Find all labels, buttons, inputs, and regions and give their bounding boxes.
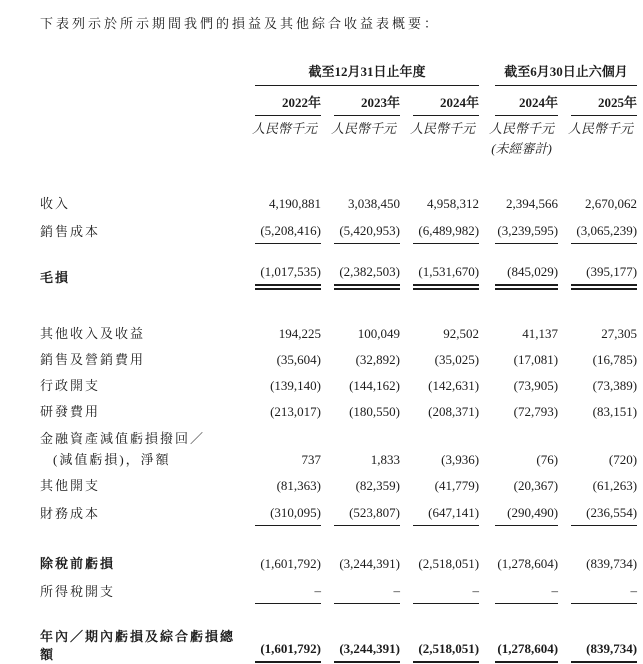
cell-value: 41,137	[522, 326, 559, 341]
row-label: 財務成本	[40, 506, 101, 521]
row-label: 所得稅開支	[40, 584, 116, 599]
row-label: 除稅前虧損	[40, 556, 116, 571]
cell-value: (35,604)	[276, 352, 321, 367]
unit-header: 人民幣千元	[568, 121, 634, 136]
cell-value: 92,502	[443, 326, 480, 341]
row-label-line2: (減值虧損)，淨額	[53, 452, 171, 467]
cell-value: (839,734)	[586, 556, 638, 571]
cell-value: (72,793)	[513, 404, 559, 419]
table-row row-loss-before-tax	[40, 550, 637, 576]
cell-value: 100,049	[357, 326, 400, 341]
table-row row-impairment-reversal	[40, 424, 637, 472]
row-label: 其他收入及收益	[40, 326, 146, 341]
unaudited-note: (未經審計)	[491, 141, 552, 156]
cell-value: –	[255, 582, 321, 604]
row-label: 銷售成本	[40, 224, 101, 239]
cell-value: –	[413, 582, 479, 604]
cell-value: (1,531,670)	[413, 263, 479, 290]
cell-value: 27,305	[601, 326, 638, 341]
unit-header: 人民幣千元	[251, 121, 317, 136]
row-label: 其他開支	[40, 478, 101, 493]
table-row row-other-expenses	[40, 472, 637, 498]
row-label: 行政開支	[40, 378, 101, 393]
cell-value: 737	[301, 452, 321, 467]
year-header: 2024年	[413, 94, 479, 116]
table-row row-selling-expenses	[40, 346, 637, 372]
cell-value: (395,177)	[571, 263, 637, 290]
cell-value: (17,081)	[513, 352, 559, 367]
table-row row-other-income	[40, 320, 637, 346]
cell-value: (523,807)	[334, 504, 400, 526]
cell-value: 3,038,450	[348, 196, 400, 211]
cell-value: 1,833	[370, 452, 400, 467]
cell-value: (83,151)	[592, 404, 638, 419]
cell-value: (213,017)	[270, 404, 321, 419]
cell-value: (3,244,391)	[334, 640, 400, 664]
cell-value: (144,162)	[349, 378, 400, 393]
cell-value: (81,363)	[276, 478, 321, 493]
period-group-interim: 截至6月30日止六個月	[495, 63, 637, 86]
cell-value: (142,631)	[428, 378, 480, 393]
unit-header: 人民幣千元	[330, 121, 396, 136]
row-label: 銷售及營銷費用	[40, 352, 146, 367]
table-row row-income-tax-expense	[40, 576, 637, 604]
income-statement-table	[40, 60, 637, 664]
row-label: 毛損	[40, 270, 71, 285]
cell-value: (208,371)	[428, 404, 480, 419]
cell-value: (20,367)	[513, 478, 559, 493]
cell-value: (1,017,535)	[255, 263, 321, 290]
unit-header-row	[40, 116, 637, 140]
cell-value: –	[495, 582, 558, 604]
cell-value: (76)	[536, 452, 559, 467]
cell-value: (3,239,595)	[495, 222, 558, 244]
row-label: 年內／期內虧損及綜合虧損總額	[40, 629, 236, 662]
cell-value: (1,278,604)	[495, 640, 558, 664]
cell-value: (290,490)	[495, 504, 558, 526]
cell-value: –	[334, 582, 400, 604]
table-row row-revenue	[40, 190, 637, 216]
year-header-row	[40, 86, 637, 116]
cell-value: (2,518,051)	[418, 556, 480, 571]
table-row row-gross-loss	[40, 262, 637, 290]
cell-value: (647,141)	[413, 504, 479, 526]
cell-value: (73,905)	[513, 378, 559, 393]
cell-value: (2,518,051)	[413, 640, 479, 664]
cell-value: 194,225	[278, 326, 321, 341]
cell-value: (82,359)	[355, 478, 400, 493]
cell-value: (3,936)	[441, 452, 480, 467]
cell-value: (1,278,604)	[497, 556, 559, 571]
cell-value: (35,025)	[434, 352, 480, 367]
year-header: 2022年	[255, 94, 321, 116]
cell-value: 2,670,062	[585, 196, 638, 211]
cell-value: (720)	[608, 452, 638, 467]
year-header: 2024年	[495, 94, 558, 116]
cell-value: (61,263)	[592, 478, 638, 493]
cell-value: (236,554)	[571, 504, 637, 526]
row-label-line1: 金融資產減值虧損撥回／	[40, 431, 206, 446]
year-header: 2023年	[334, 94, 400, 116]
period-group-row	[40, 60, 637, 86]
unit-header: 人民幣千元	[489, 121, 555, 136]
cell-value: 4,190,881	[269, 196, 321, 211]
cell-value: (1,601,792)	[255, 640, 321, 664]
cell-value: (41,779)	[434, 478, 480, 493]
cell-value: (845,029)	[495, 263, 558, 290]
cell-value: (1,601,792)	[260, 556, 321, 571]
unit-header: 人民幣千元	[410, 121, 476, 136]
table-row row-rd-expenses	[40, 398, 637, 424]
table-row row-total-comprehensive-loss	[40, 628, 637, 664]
row-label: 研發費用	[40, 404, 101, 419]
cell-value: (310,095)	[255, 504, 321, 526]
cell-value: (3,244,391)	[339, 556, 400, 571]
cell-value: (3,065,239)	[571, 222, 637, 244]
page-title: 下表列示於所示期間我們的損益及其他綜合收益表概要：	[40, 16, 441, 31]
cell-value: (73,389)	[592, 378, 638, 393]
unaudited-row	[40, 140, 637, 160]
cell-value: (16,785)	[592, 352, 638, 367]
cell-value: (6,489,982)	[413, 222, 479, 244]
cell-value: (139,140)	[270, 378, 321, 393]
table-row row-cost-of-sales	[40, 216, 637, 244]
table-row row-finance-costs	[40, 498, 637, 526]
cell-value: (5,420,953)	[334, 222, 400, 244]
cell-value: –	[571, 582, 637, 604]
year-header: 2025年	[571, 94, 637, 116]
cell-value: (5,208,416)	[255, 222, 321, 244]
cell-value: (839,734)	[571, 640, 637, 664]
cell-value: (2,382,503)	[334, 263, 400, 290]
cell-value: (180,550)	[349, 404, 400, 419]
cell-value: 4,958,312	[427, 196, 480, 211]
cell-value: 2,394,566	[506, 196, 559, 211]
row-label: 收入	[40, 196, 71, 211]
period-group-annual: 截至12月31日止年度	[255, 63, 479, 86]
table-row row-admin-expenses	[40, 372, 637, 398]
cell-value: (32,892)	[355, 352, 400, 367]
